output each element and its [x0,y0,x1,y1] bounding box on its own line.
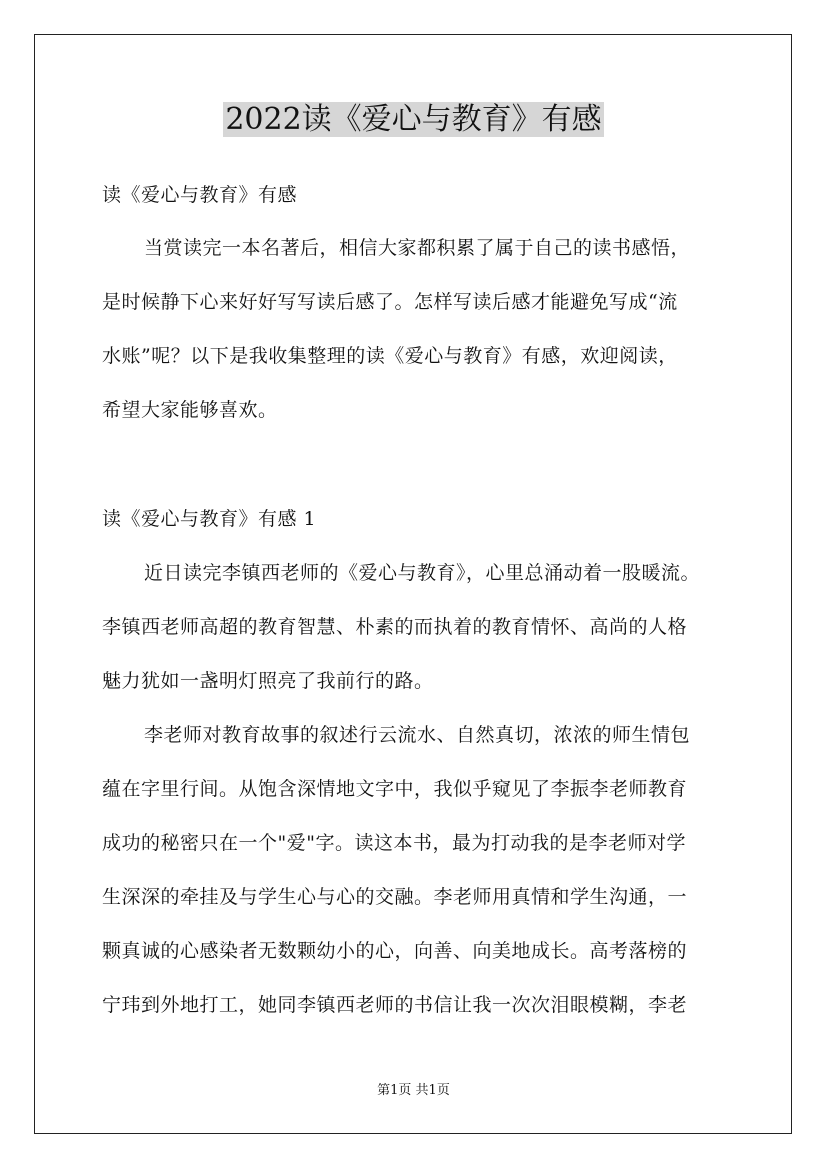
paragraph-line: 成功的秘密只在一个"爱"字。读这本书，最为打动我的是李老师对学 [102,832,686,854]
section-heading-intro: 读《爱心与教育》有感 [102,184,298,206]
paragraph-line: 生深深的牵挂及与学生心与心的交融。李老师用真情和学生沟通，一 [102,886,688,908]
paragraph-line: 宁玮到外地打工，她同李镇西老师的书信让我一次次泪眼模糊，李老 [102,994,688,1016]
paragraph-line: 颗真诚的心感染者无数颗幼小的心，向善、向美地成长。高考落榜的 [102,940,688,962]
paragraph-line: 是时候静下心来好好写写读后感了。怎样写读后感才能避免写成“流 [102,291,678,313]
paragraph-line: 蕴在字里行间。从饱含深情地文字中，我似乎窥见了李振李老师教育 [102,778,688,800]
paragraph-line: 当赏读完一本名著后，相信大家都积累了属于自己的读书感悟， [144,237,691,259]
paragraph-line: 李老师对教育故事的叙述行云流水、自然真切，浓浓的师生情包 [144,724,691,746]
section-heading-1: 读《爱心与教育》有感 1 [102,508,317,530]
paragraph-line: 魅力犹如一盏明灯照亮了我前行的路。 [102,670,434,692]
document-title: 2022读《爱心与教育》有感 [225,102,602,137]
paragraph-line: 近日读完李镇西老师的《爱心与教育》，心里总涌动着一股暖流。 [144,562,701,584]
paragraph-line: 李镇西老师高超的教育智慧、朴素的而执着的教育情怀、高尚的人格 [102,616,688,638]
paragraph-line: 水账”呢？以下是我收集整理的读《爱心与教育》有感，欢迎阅读， [102,345,678,367]
page-footer: 第1页 共1页 [377,1083,450,1098]
paragraph-line: 希望大家能够喜欢。 [102,399,278,421]
